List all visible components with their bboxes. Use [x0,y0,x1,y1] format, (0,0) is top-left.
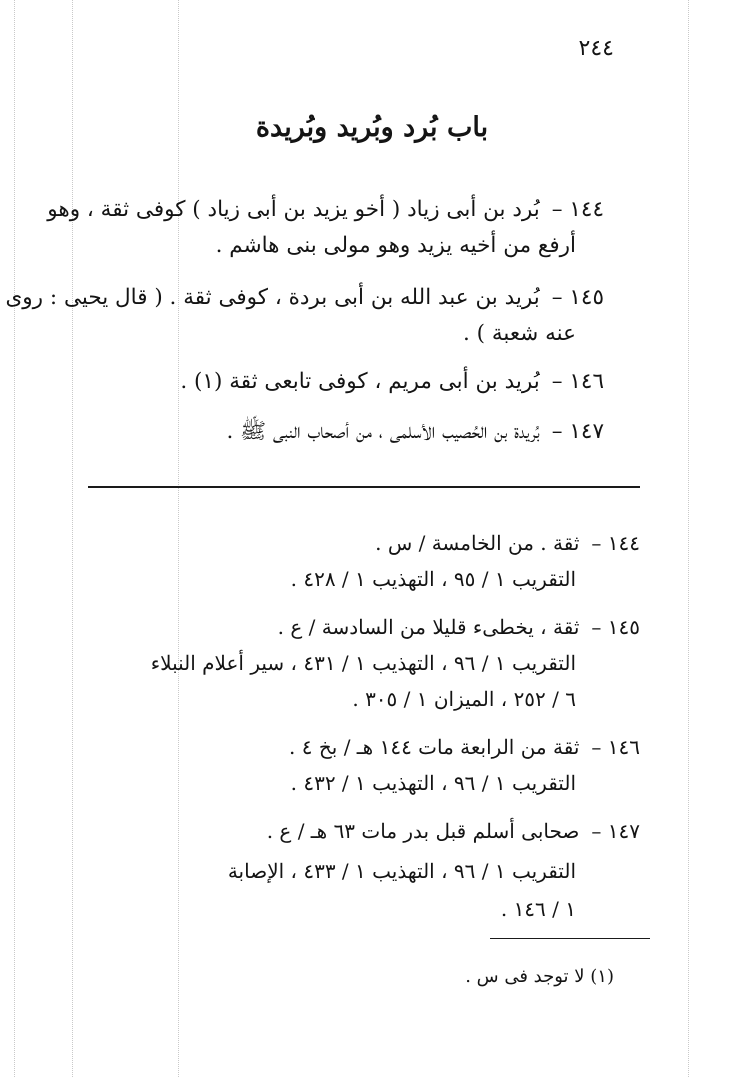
note-text: التقريب ١ / ٩٦ ، التهذيب ١ / ٤٣٣ ، الإصابة [227,859,576,883]
note-144 [375,524,640,562]
page-number: ٢٤٤ [578,36,614,61]
note-number: ١٤٦ – [591,735,640,759]
note-text: ١ / ١٤٦ . [500,897,576,921]
note-146 [289,728,640,766]
entry-144-cont [216,228,576,264]
entry-text: بُريد بن عبد الله بن أبى بردة ، كوفى ثقة . ( قال يحيى : روى [5,285,540,310]
note-145 [278,608,640,646]
entry-145-cont [463,316,576,352]
entry-144 [47,192,604,228]
entry-number: ١٤٤ – [551,197,604,222]
entry-146 [180,364,604,400]
footnote: (١) لا توجد فى س . [465,966,614,987]
note-text: ٦ / ٢٥٢ ، الميزان ١ / ٣٠٥ . [352,687,576,711]
entry-text: عنه شعبة ) . [463,321,576,346]
scan-line [178,0,179,1077]
entry-number: ١٤٥ – [551,285,604,310]
note-147 [267,812,640,850]
entry-145 [5,280,604,316]
chapter-title: باب بُرد وبُريد وبُريدة [255,112,489,143]
note-146-ref [291,764,576,802]
note-number: ١٤٧ – [591,819,640,843]
entry-text: بُريد بن أبى مريم ، كوفى تابعى ثقة (١) . [180,369,540,394]
note-text: ثقة ، يخطىء قليلا من السادسة / ع . [277,615,580,639]
note-147-ref-cont [501,890,576,928]
note-145-ref-cont [352,680,576,718]
scan-line [72,0,73,1077]
note-text: ثقة من الرابعة مات ١٤٤ هـ / بخ ٤ . [289,735,580,759]
note-number: ١٤٥ – [591,615,640,639]
entry-number: ١٤٧ – [551,419,604,444]
scan-line [688,0,689,1077]
note-144-ref [291,560,576,598]
entry-text: بُريدة بن الحُصيب الأسلمى ، من أصحاب النبى ﷺ . [226,419,540,444]
note-145-ref [151,644,576,682]
note-text: ثقة . من الخامسة / س . [375,531,580,555]
note-147-ref [228,852,576,890]
entry-number: ١٤٦ – [551,369,604,394]
footnote-divider [490,938,650,939]
note-text: صحابى أسلم قبل بدر مات ٦٣ هـ / ع . [266,819,580,843]
note-number: ١٤٤ – [591,531,640,555]
scan-line [14,0,15,1077]
entry-147 [226,414,604,450]
note-text: التقريب ١ / ٩٦ ، التهذيب ١ / ٤٣١ ، سير أعلام النبلاء [150,651,576,675]
entry-text: بُرد بن أبى زياد ( أخو يزيد بن أبى زياد ) كوفى ثقة ، وهو [47,197,540,222]
note-text: التقريب ١ / ٩٦ ، التهذيب ١ / ٤٣٢ . [290,771,576,795]
entry-text: أرفع من أخيه يزيد وهو مولى بنى هاشم . [215,233,576,258]
section-divider [88,486,640,488]
note-text: التقريب ١ / ٩٥ ، التهذيب ١ / ٤٢٨ . [290,567,576,591]
